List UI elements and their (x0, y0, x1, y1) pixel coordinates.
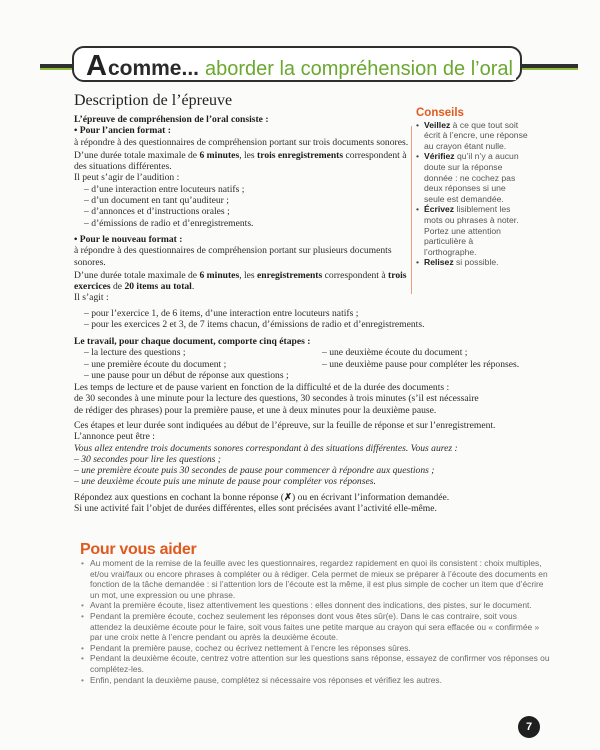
conseil-item: • Vérifiez qu’il n’y a aucun doute sur la réponse donnée : ne cochez pas deux réponses si une seule est demandée. (416, 151, 528, 204)
etape-item: – une première écoute du document ; (84, 358, 227, 370)
annonce-line: – une première écoute puis 30 secondes de pause pour commencer à répondre aux questions ; (74, 465, 435, 477)
duree-paragraph-1: D’une durée totale maximale de 6 minutes, les trois enregistrements correspondent à des situations différentes. (74, 149, 407, 173)
etapes-block (74, 336, 544, 381)
aider-item: • Pendant la deuxième écoute, centrez votre attention sur les questions sans réponse, essayez de confirmer vos réponses ou complétez-les. (80, 653, 550, 674)
duree-paragraph-2: D’une durée totale maximale de 6 minutes, les enregistrements correspondent à trois exercices de 20 items au total. (74, 269, 407, 293)
title-text: aborder la compréhension de l’oral (205, 58, 513, 80)
ancien-label: • Pour l’ancien format : (74, 125, 171, 137)
aider-list (80, 558, 550, 685)
instructions-paragraph (74, 492, 554, 515)
sagit-text: Il s’agit : (74, 292, 109, 304)
exercices-list (74, 308, 544, 331)
aider-item: • Au moment de la remise de la feuille avec les questionnaires, regardez rapidement en quoi ils consistent : choix multiples, et/ou vrai/faux ou encore phrases à compléter ou à rédiger. Cela permet de mieux se préparer à l’écoute des documents en fonction de la tâche demandée : si l’attention lors de l’écoute est la même, il est plus simple de cocher un item que d’écrire un mot, une expression ou une phrase. (80, 558, 550, 600)
conseils-title: Conseils (416, 107, 464, 119)
section-heading-description: Description de l’épreuve (74, 92, 233, 109)
annonce-paragraph: Ces étapes et leur durée sont indiquées au début de l’épreuve, sur la feuille de réponse et sur l’enregistrement. L’annonce peut être : Vous allez entendre trois documents sonores correspondant à des situations différentes. Vous aurez : – 30 secondes pour lire les questions ; – une première écoute puis 30 secondes de pause pour commencer à répondre aux questions ; – une deuxième écoute puis une minute de pause pour compléter vos réponses. (74, 420, 554, 488)
aider-item: • Pendant la première écoute, cochez seulement les réponses dont vous êtes sûr(e). Dans le cas contraire, soit vous attendez la deuxième écoute pour le faire, soit vous faites une petite marque au crayon qui sera effacée ou « confirmée » par une croix nette à l’encre pendant ou après la deuxième écoute. (80, 611, 550, 643)
aider-item: • Avant la première écoute, lisez attentivement les questions : elles donnent des indications, des pistes, sur le document. (80, 600, 550, 611)
exercice-item: – pour l’exercice 1, de 6 items, d’une interaction entre locuteurs natifs ; (84, 308, 359, 319)
check-mark-icon: ✗ (283, 492, 292, 503)
page-title (86, 50, 516, 80)
description-body (74, 114, 419, 304)
annonce-line: Vous allez entendre trois documents sonores correspondant à des situations différentes. Vous aurez : (74, 442, 458, 454)
etape-item: – une deuxième pause pour compléter les réponses. (322, 358, 520, 370)
etape-item: – la lecture des questions ; (84, 347, 186, 359)
nouveau-label: • Pour le nouveau format : (74, 233, 183, 245)
audition-item: – d’un document en tant qu’auditeur ; (84, 195, 229, 207)
aider-item: • Pendant la première pause, cochez ou écrivez nettement à l’encre les réponses sûres. (80, 643, 550, 654)
conseil-item: • Relisez si possible. (416, 257, 528, 268)
conseil-item: • Écrivez lisiblement les mots ou phrases à noter. Portez une attention particulière à l’orthographe. (416, 204, 528, 257)
title-comme: comme... (107, 57, 199, 80)
conseil-item: • Veillez à ce que tout soit écrit à l’encre, une réponse au crayon étant nulle. (416, 120, 528, 152)
audition-item: – d’annonces et d’instructions orales ; (84, 206, 230, 218)
conseils-box (416, 108, 528, 268)
audition-item: – d’émissions de radio et d’enregistrements. (84, 217, 254, 229)
aider-item: • Enfin, pendant la deuxième pause, complétez si nécessaire vos réponses et vérifiez les autres. (80, 675, 550, 686)
page-number: 7 (518, 716, 540, 738)
travail-heading: Le travail, pour chaque document, comporte cinq étapes : (74, 336, 311, 347)
audition-item: – d’une interaction entre locuteurs natifs ; (84, 183, 245, 195)
temps-paragraph: Les temps de lecture et de pause varient en fonction de la difficulté et de la durée des documents : de 30 secondes à une minute pour la lecture des questions, 30 secondes à trois minutes (s’il est nécessaire de rédiger des phrases) pour la première pause, et une à deux minutes pour la deuxième pause. (74, 382, 479, 416)
annonce-line: – 30 secondes pour lire les questions ; (74, 453, 221, 465)
section-heading-aider: Pour vous aider (80, 541, 197, 558)
repondez-line: Répondez aux questions en cochant la bonne réponse (✗) ou en écrivant l’information demandée. (74, 492, 450, 503)
etape-item: – une deuxième écoute du document ; (322, 347, 468, 359)
annonce-line: – une deuxième écoute puis une minute de pause pour compléter vos réponses. (74, 476, 376, 488)
nouveau-text: à répondre à des questionnaires de compréhension portant sur plusieurs documents sonores. (74, 245, 392, 268)
exercice-item: – pour les exercices 2 et 3, de 7 items chacun, d’émissions de radio et d’enregistrements. (84, 319, 425, 331)
intro-text: L’épreuve de compréhension de l’oral consiste : (74, 114, 269, 125)
peut-etre-text: Il peut s’agir de l’audition : (74, 172, 180, 184)
activite-line: Si une activité fait l’objet de durées différentes, elles sont précisées avant l’activité elle-même. (74, 503, 437, 515)
title-letter: A (86, 50, 107, 82)
conseils-divider (411, 126, 412, 294)
etape-item: – une pause pour un début de réponse aux questions ; (84, 369, 289, 381)
ancien-text: à répondre à des questionnaires de compréhension portant sur trois documents sonores. (74, 136, 409, 148)
